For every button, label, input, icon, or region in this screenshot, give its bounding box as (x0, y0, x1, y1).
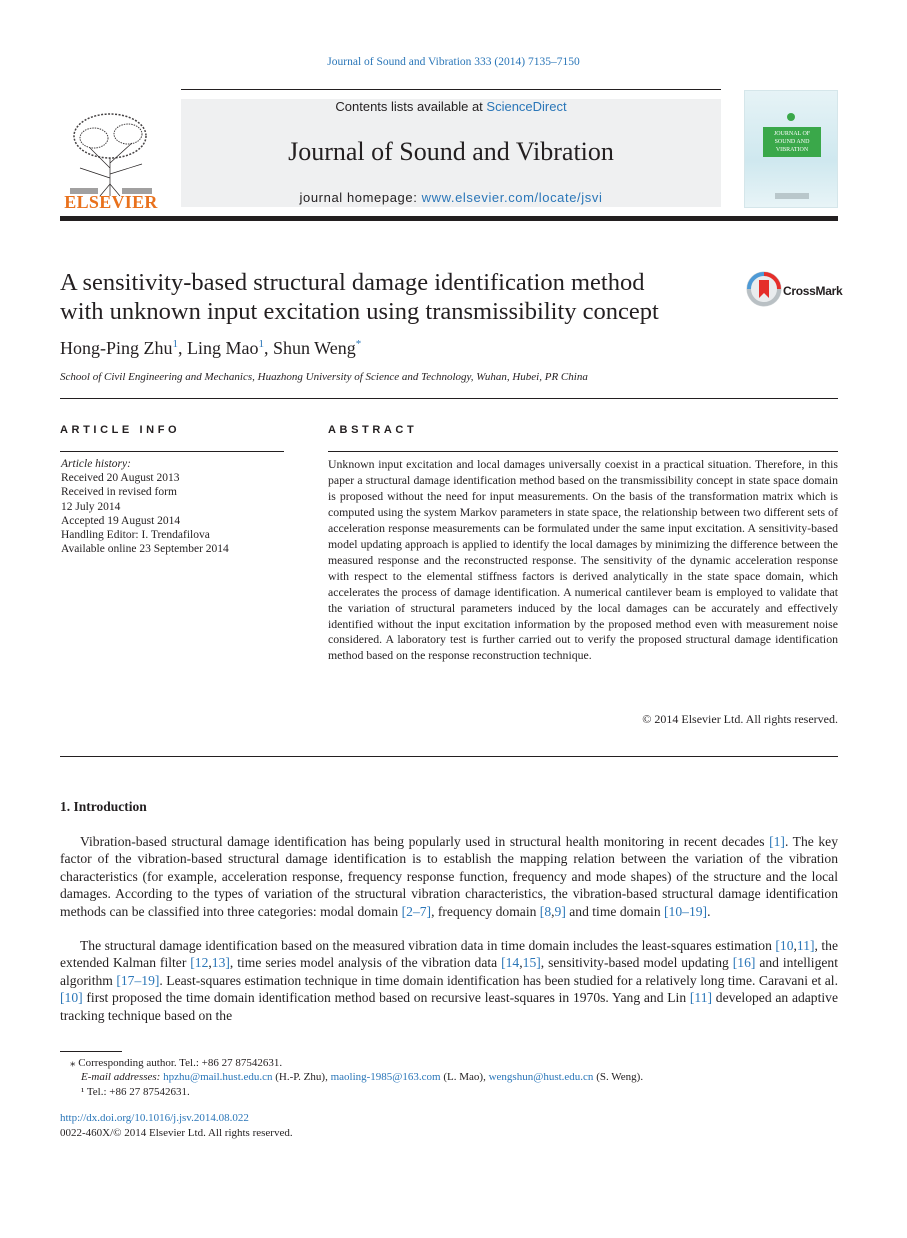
text-run: , frequency domain (431, 903, 540, 919)
crossmark-label[interactable]: CrossMark (783, 284, 843, 298)
homepage-prefix: journal homepage: (299, 190, 422, 205)
intro-paragraph-2 (60, 937, 838, 1024)
email-label: E-mail addresses: (81, 1071, 164, 1083)
text-run: , (208, 955, 212, 971)
citation-link[interactable]: [10] (60, 990, 83, 1006)
text-run: The structural damage identification based on the measured vibration data in time domain includes the least-squares estimation (80, 938, 776, 953)
abstract-rule (328, 451, 838, 452)
footnote-rule (60, 1051, 122, 1052)
text-run: . (707, 903, 711, 919)
citation-link[interactable]: [16] (732, 955, 756, 971)
banner-top-rule (181, 89, 721, 90)
cover-footer-mark (775, 193, 809, 199)
article-title (60, 268, 740, 326)
text-run: developed an adaptive tracking technique based on the (60, 990, 838, 1023)
author-separator: , (264, 338, 273, 358)
author-list (60, 338, 361, 359)
text-run: , (793, 938, 797, 953)
citation-link[interactable]: [11] (689, 990, 713, 1006)
abstract-text: Unknown input excitation and local damages universally coexist in a practical situation. Therefore, in this paper a structural damage identification method based on the transmissibility concept in state space domain is proposed without the need for input measurements. On the basis of the transformation matrix which is computed using the system Markov parameters in state space, the relationship between two different sets of acceleration response measurements can be formulated under the same input excitation. A sensitivity-based model updating approach is applied to identify the local damages by minimizing the difference between the measured response and the reconstructed response. The sensitivity of the dynamic acceleration response with respect to the elemental stiffness factors is derived analytically in the state space domain, which accelerates the process of damage identification. A numerical cantilever beam is employed to validate that the variation of structural parameters induced by the local damages can be accurately and effectively identified without the input excitation information by the proposed method even with measurement noise considered. A laboratory test is further carried out to verify the proposed structural damage identification method based on the response reconstruction technique. (328, 457, 838, 663)
author-name[interactable]: Ling Mao (187, 338, 259, 358)
text-run: , (551, 903, 555, 919)
footnote-phone: ¹ Tel.: +86 27 87542631. (81, 1086, 190, 1098)
citation-link[interactable]: [1] (769, 834, 785, 849)
article-history (61, 457, 229, 556)
citation-link[interactable]: [2–7] (401, 903, 432, 919)
abstract-copyright: © 2014 Elsevier Ltd. All rights reserved. (642, 712, 838, 726)
citation-link[interactable]: [14 (501, 955, 520, 971)
cover-logo-icon (787, 113, 795, 121)
elsevier-wordmark: ELSEVIER (64, 192, 158, 212)
homepage-line (181, 190, 721, 205)
citation-link[interactable]: [10 (775, 938, 794, 953)
email-owner: (H.-P. Zhu), (272, 1071, 331, 1083)
text-run: , time series model analysis of the vibration data (229, 955, 502, 971)
text-run: Vibration-based structural damage identification has being popularly used in structural health monitoring in recent decades (80, 834, 770, 849)
history-item: Accepted 19 August 2014 (61, 514, 181, 527)
email-link[interactable]: wengshun@hust.edu.cn (488, 1071, 594, 1083)
contents-line (181, 99, 721, 114)
email-owner: (L. Mao), (440, 1071, 489, 1083)
author-name[interactable]: Hong-Ping Zhu (60, 338, 173, 358)
citation-link[interactable]: 15] (522, 955, 541, 971)
author-separator: , (178, 338, 187, 358)
journal-name: Journal of Sound and Vibration (288, 137, 614, 166)
citation-link[interactable]: 13] (211, 955, 230, 971)
history-item: Handling Editor: I. Trendafilova (61, 529, 210, 542)
article-info-heading: ARTICLE INFO (60, 424, 181, 436)
citation-link[interactable]: 9] (554, 903, 566, 919)
text-run: . The key factor of the vibration-based structural damage identification is to establish the mapping relation between the variation of the vibration characteristics (for example, acceleration response, frequency response function, frequency and mode shapes) of the structure and the local damages. According to the types of variation of the structural vibration characteristics, the vibration-based structural damage identification methods can be classified into three categories: modal domain (60, 834, 838, 919)
abstract-heading: ABSTRACT (328, 424, 418, 436)
journal-cover-thumbnail[interactable] (744, 90, 838, 208)
author-name[interactable]: Shun Weng (273, 338, 356, 358)
homepage-link[interactable]: www.elsevier.com/locate/jsvi (421, 190, 603, 205)
footnote-emails (81, 1071, 643, 1083)
citation-link[interactable]: [8 (539, 903, 552, 919)
section-heading-introduction: 1. Introduction (60, 799, 147, 814)
email-link[interactable]: hpzhu@mail.hust.edu.cn (163, 1071, 273, 1083)
doi-link[interactable]: http://dx.doi.org/10.1016/j.jsv.2014.08.022 (60, 1112, 249, 1124)
body-rule (60, 756, 838, 757)
text-run: . Least-squares estimation technique in time domain identification has been studied for a relatively long time. Caravani et al. (159, 972, 838, 988)
affiliation: School of Civil Engineering and Mechanics, Huazhong University of Science and Technology, Wuhan, Hubei, PR China (60, 371, 588, 383)
history-item: 12 July 2014 (61, 500, 121, 513)
history-label: Article history: (61, 458, 131, 470)
sciencedirect-link[interactable]: ScienceDirect (486, 99, 567, 114)
footnote-corresponding-author: ⁎ Corresponding author. Tel.: +86 27 87542631. (70, 1057, 283, 1069)
journal-banner (181, 99, 721, 207)
issn-copyright: 0022-460X/© 2014 Elsevier Ltd. All rights reserved. (60, 1127, 293, 1139)
author-mark[interactable]: * (355, 338, 362, 350)
citation-link[interactable]: 11] (796, 938, 815, 953)
history-item: Received in revised form (61, 486, 177, 499)
text-run: first proposed the time domain identification method based on recursive least-squares in 1970s. Yang and Lin (82, 990, 690, 1006)
citation-link[interactable]: [10–19] (664, 903, 708, 919)
text-run: , sensitivity-based model updating (540, 955, 733, 971)
text-run: and time domain (565, 903, 665, 919)
cover-title-block: JOURNAL OF SOUND AND VIBRATION (763, 127, 821, 157)
article-info-rule (60, 451, 284, 452)
email-owner: (S. Weng). (593, 1071, 644, 1083)
contents-prefix: Contents lists available at (335, 99, 487, 114)
text-run: , the extended Kalman filter (60, 938, 839, 971)
journal-reference[interactable]: Journal of Sound and Vibration 333 (2014) 7135–7150 (327, 56, 580, 68)
header-rule (60, 216, 838, 221)
email-link[interactable]: maoling-1985@163.com (330, 1071, 441, 1083)
title-line-1: A sensitivity-based structural damage identification method (60, 269, 645, 296)
text-run: and intelligent algorithm (60, 955, 838, 988)
author-mark[interactable]: 1 (172, 338, 178, 350)
history-item: Received 20 August 2013 (61, 472, 180, 485)
text-run: , (519, 955, 523, 971)
citation-link[interactable]: [17–19] (116, 972, 160, 988)
citation-link[interactable]: [12 (190, 955, 209, 971)
intro-paragraph-1 (60, 833, 838, 920)
author-mark[interactable]: 1 (258, 338, 264, 350)
history-item: Available online 23 September 2014 (61, 543, 229, 556)
affiliation-rule (60, 398, 838, 399)
title-line-2: with unknown input excitation using transmissibility concept (60, 298, 659, 325)
